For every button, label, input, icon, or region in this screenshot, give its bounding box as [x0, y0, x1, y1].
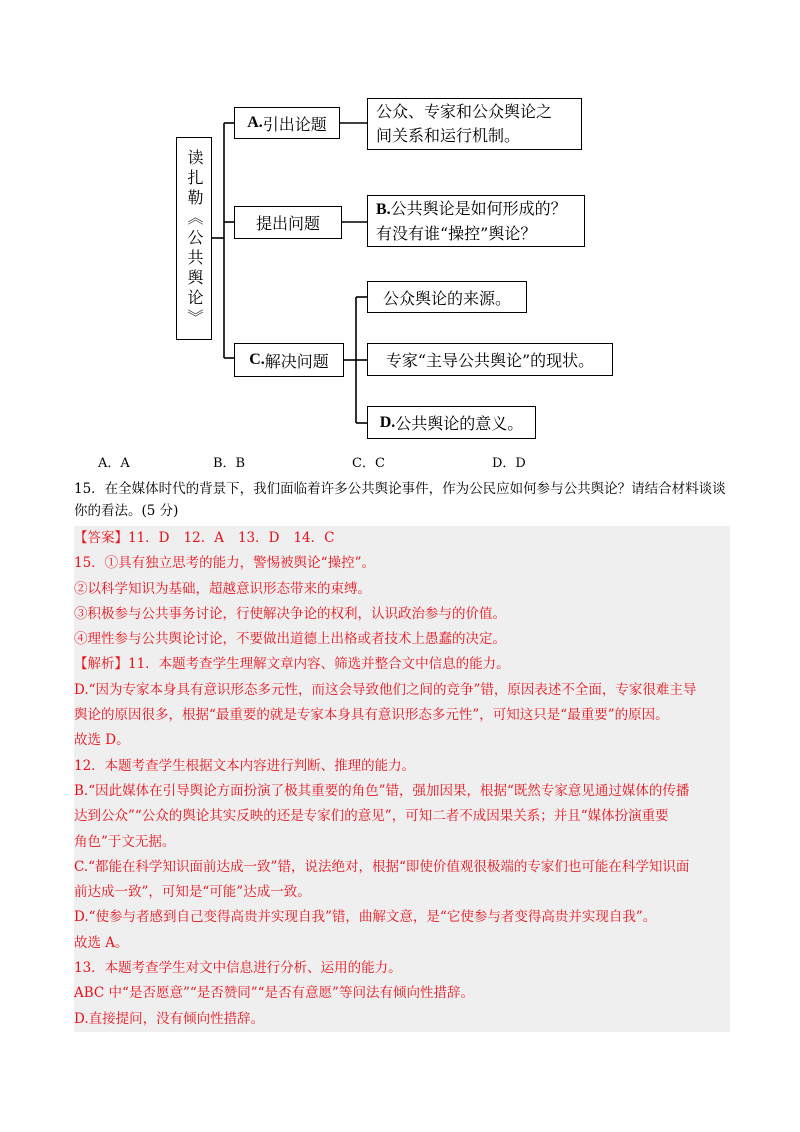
- analysis-line: C.“都能在科学知识面前达成一致”错，说法绝对，根据“即使价值观很极端的专家们也可能在科学知识面: [74, 858, 690, 875]
- diagram-title: 读扎勒《公共舆论》: [185, 148, 204, 329]
- analysis-line: D.“使参与者感到自己变得高贵并实现自我”错，曲解文意，是“它使参与者变得高贵并实现自我”。: [74, 909, 657, 926]
- analysis-line: ③积极参与公共事务讨论，行使解决争论的权利，认识政治参与的价值。: [74, 605, 506, 622]
- answer-14: 14．C: [293, 530, 335, 546]
- answer-key-row: [74, 526, 730, 551]
- box-source-of-opinion: 公众舆论的来源。: [367, 281, 527, 313]
- box-relationship-mechanism: 公众、专家和公众舆论之 间关系和运行机制。: [367, 98, 582, 150]
- box-b-how-formed: B.公共舆论是如何形成的？ 有没有谁“操控”舆论？: [367, 195, 585, 247]
- analysis-line: 舆论的原因很多，根据“最重要的就是专家本身具有意识形态多元性”，可知这只是“最重要”的原因。: [74, 707, 669, 724]
- answer-11: 11．D: [128, 530, 170, 546]
- analysis-line: 13．本题考查学生对文中信息进行分析、运用的能力。: [74, 960, 402, 977]
- analysis-line: 故选 A。: [74, 934, 129, 951]
- analysis-line: D.直接提问，没有倾向性措辞。: [74, 1010, 265, 1027]
- analysis-line: 故选 D。: [74, 732, 130, 749]
- diagram-title-box: [176, 137, 212, 340]
- analysis-line: 角色”于文无据。: [74, 833, 176, 850]
- analysis-line: 达到公众”“公众的舆论其实反映的还是专家们的意见”，可知二者不成因果关系；并且“媒体扮演重要: [74, 808, 669, 825]
- answer-13: 13．D: [237, 530, 280, 546]
- analysis-line: 前达成一致”，可知是“可能”达成一致。: [74, 884, 311, 901]
- answer-options: [98, 452, 718, 470]
- analysis-line: 【解析】11．本题考查学生理解文章内容、筛选并整合文中信息的能力。: [74, 656, 510, 673]
- question-15: 15．在全媒体时代的背景下，我们面临着许多公共舆论事件，作为公民应如何参与公共舆论？请结合材料谈谈你的看法。(5 分): [74, 481, 726, 519]
- analysis-line: 12．本题考查学生根据文本内容进行判断、推理的能力。: [74, 757, 416, 774]
- analysis-line: D.“因为专家本身具有意识形态多元性，而这会导致他们之间的竞争”错，原因表述不全面，专家很难主导: [74, 681, 697, 698]
- box-expert-dominance-status: 专家“主导公共舆论”的现状。: [367, 343, 613, 376]
- box-c-solve-question: C. 解决问题: [234, 343, 344, 377]
- answer-12: 12．A: [183, 530, 224, 546]
- option-b: B．B: [213, 456, 246, 471]
- analysis-line: ②以科学知识为基础，超越意识形态带来的束缚。: [74, 580, 371, 597]
- option-a: A．A: [98, 456, 130, 471]
- option-c: C．C: [352, 456, 385, 471]
- box-a-introduce-topic: A. 引出论题: [234, 107, 340, 139]
- answer-tag: 【答案】: [74, 530, 128, 546]
- structure-diagram: [0, 0, 800, 445]
- box-raise-question: 提出问题: [234, 206, 342, 239]
- analysis-line: B.“因此媒体在引导舆论方面扮演了极其重要的角色”错，强加因果，根据“既然专家意见通过媒体的传播: [74, 782, 690, 799]
- box-d-significance: D. 公共舆论的意义。: [367, 406, 536, 439]
- analysis-line: ABC 中“是否愿意”“是否赞同”“是否有意愿”等问法有倾向性措辞。: [74, 985, 474, 1002]
- analysis-line: 15．①具有独立思考的能力，警惕被舆论“操控”。: [74, 555, 375, 572]
- analysis-line: ④理性参与公共舆论讨论，不要做出道德上出格或者技术上愚蠢的决定。: [74, 631, 506, 648]
- answer-analysis-block: [74, 526, 730, 1032]
- option-d: D．D: [492, 456, 526, 471]
